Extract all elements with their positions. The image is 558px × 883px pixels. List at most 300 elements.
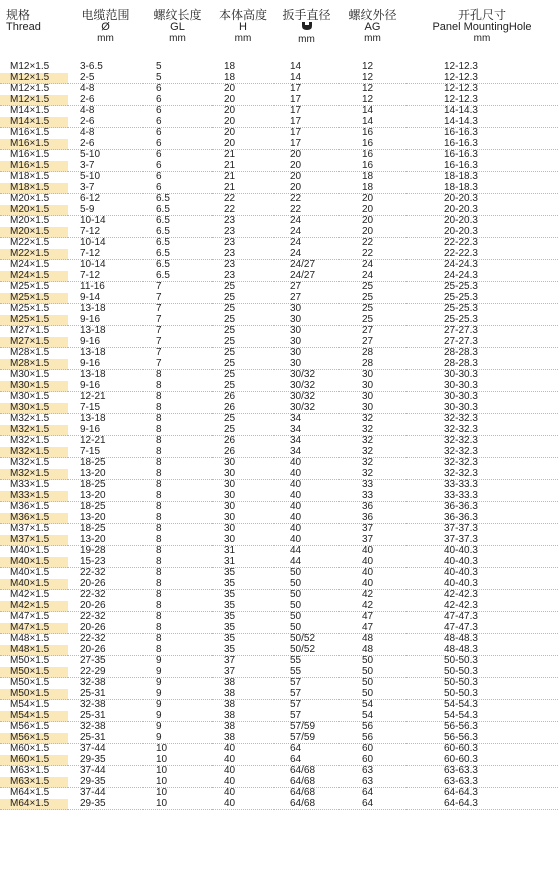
- cell-wrench-diameter: 40: [274, 535, 339, 546]
- header-length-unit: mm: [169, 33, 186, 44]
- cell-thread-length: 9: [143, 689, 212, 700]
- header-outer-en: AG: [364, 21, 381, 33]
- cell-mounting-hole: 40-40.3: [444, 545, 478, 556]
- cell-thread: M30×1.5: [10, 369, 50, 380]
- cell-outer-diameter: 54: [362, 699, 374, 710]
- cell-mounting-hole: 37-37.3: [406, 535, 558, 546]
- cell-thread: M47×1.5: [0, 623, 68, 634]
- cell-mounting-hole: 40-40.3: [406, 557, 558, 568]
- cell-cable-range: 2-6: [68, 117, 143, 128]
- cell-thread-length: 6.5: [156, 237, 170, 248]
- cell-mounting-hole: 25-25.3: [444, 303, 478, 314]
- table-row: [0, 568, 558, 579]
- cell-outer-diameter: 25: [362, 303, 374, 314]
- cell-thread: M12×1.5: [10, 61, 50, 72]
- cell-wrench-diameter: 30: [290, 347, 302, 358]
- cell-thread-length: 10: [156, 787, 168, 798]
- table-header: [0, 0, 558, 62]
- cell-cable-range: 6-12: [80, 193, 101, 204]
- cell-wrench-diameter: 40: [274, 491, 339, 502]
- cell-thread-length: 6.5: [143, 205, 212, 216]
- cell-wrench-diameter: 34: [274, 447, 339, 458]
- header-thread-length: [143, 0, 212, 62]
- table-row: [0, 788, 558, 799]
- table-row: [0, 535, 558, 546]
- cell-cable-range: 19-28: [80, 545, 106, 556]
- cell-mounting-hole: 16-16.3: [406, 161, 558, 172]
- cell-mounting-hole: 30-30.3: [406, 381, 558, 392]
- cell-wrench-diameter: 24: [290, 215, 302, 226]
- cell-outer-diameter: 12: [339, 73, 406, 84]
- cell-thread: M12×1.5: [10, 83, 50, 94]
- cell-wrench-diameter: 40: [290, 501, 302, 512]
- cell-thread: M50×1.5: [10, 655, 50, 666]
- cell-outer-diameter: 56: [362, 721, 374, 732]
- cell-thread-length: 7: [156, 303, 162, 314]
- cell-thread: M25×1.5: [10, 303, 50, 314]
- cell-outer-diameter: 16: [339, 139, 406, 150]
- cell-thread-length: 9: [143, 667, 212, 678]
- cell-thread-length: 8: [156, 457, 162, 468]
- cell-thread: M54×1.5: [10, 699, 50, 710]
- cell-body-height: 38: [224, 721, 236, 732]
- cell-cable-range: 12-21: [80, 391, 106, 402]
- cell-wrench-diameter: 57: [274, 689, 339, 700]
- cell-thread: M25×1.5: [0, 293, 68, 304]
- cell-outer-diameter: 37: [339, 535, 406, 546]
- table-row: [0, 326, 558, 337]
- cell-cable-range: 20-26: [68, 645, 143, 656]
- cell-body-height: 25: [212, 381, 274, 392]
- table-row: [0, 205, 558, 216]
- cell-thread: M60×1.5: [10, 743, 50, 754]
- table-row: [0, 425, 558, 436]
- cell-thread-length: 7: [143, 315, 212, 326]
- cell-body-height: 23: [212, 227, 274, 238]
- cell-body-height: 25: [212, 359, 274, 370]
- cell-thread: M28×1.5: [0, 359, 68, 370]
- cell-mounting-hole: 24-24.3: [444, 259, 478, 270]
- cell-cable-range: 2-6: [68, 139, 143, 150]
- cell-cable-range: 10-14: [80, 259, 106, 270]
- header-mounting-hole: [406, 0, 558, 62]
- cell-cable-range: 2-5: [68, 73, 143, 84]
- cell-mounting-hole: 50-50.3: [444, 677, 478, 688]
- cell-thread: M50×1.5: [10, 677, 50, 688]
- cell-cable-range: 13-20: [68, 469, 143, 480]
- cell-thread-length: 6.5: [143, 271, 212, 282]
- cell-body-height: 22: [224, 193, 236, 204]
- cell-body-height: 20: [224, 105, 236, 116]
- cell-thread-length: 7: [143, 359, 212, 370]
- cell-body-height: 25: [212, 337, 274, 348]
- cell-thread-length: 10: [156, 765, 168, 776]
- cell-cable-range: 9-16: [68, 359, 143, 370]
- cell-mounting-hole: 16-16.3: [444, 127, 478, 138]
- cell-wrench-diameter: 50/52: [274, 645, 339, 656]
- table-row: [0, 304, 558, 315]
- cell-body-height: 25: [224, 325, 236, 336]
- cell-outer-diameter: 12: [339, 95, 406, 106]
- cell-thread: M27×1.5: [0, 337, 68, 348]
- table-row: [0, 403, 558, 414]
- cell-outer-diameter: 63: [362, 765, 374, 776]
- cell-wrench-diameter: 17: [274, 117, 339, 128]
- cell-cable-range: 22-32: [80, 567, 106, 578]
- cell-thread: M32×1.5: [0, 447, 68, 458]
- cell-body-height: 23: [212, 249, 274, 260]
- cell-thread: M30×1.5: [10, 391, 50, 402]
- cell-wrench-diameter: 34: [290, 413, 302, 424]
- cell-thread: M20×1.5: [10, 193, 50, 204]
- cell-body-height: 40: [224, 787, 236, 798]
- cell-thread: M16×1.5: [0, 161, 68, 172]
- cell-thread: M40×1.5: [10, 545, 50, 556]
- table-row: [0, 744, 558, 755]
- table-row: [0, 337, 558, 348]
- cell-thread: M14×1.5: [0, 117, 68, 128]
- cell-thread-length: 8: [156, 545, 162, 556]
- cell-mounting-hole: 48-48.3: [406, 645, 558, 656]
- header-thread: [0, 0, 68, 62]
- cell-thread: M32×1.5: [10, 413, 50, 424]
- cell-outer-diameter: 32: [362, 435, 374, 446]
- cell-wrench-diameter: 50: [290, 611, 302, 622]
- cell-thread: M50×1.5: [0, 667, 68, 678]
- cell-cable-range: 5-10: [80, 171, 101, 182]
- cell-body-height: 25: [224, 347, 236, 358]
- cell-outer-diameter: 33: [339, 491, 406, 502]
- cell-cable-range: 3-7: [68, 161, 143, 172]
- cell-cable-range: 25-31: [68, 711, 143, 722]
- table-row: [0, 95, 558, 106]
- cell-thread-length: 8: [156, 633, 162, 644]
- cell-mounting-hole: 30-30.3: [444, 391, 478, 402]
- table-row: [0, 359, 558, 370]
- cell-cable-range: 7-12: [68, 227, 143, 238]
- cell-mounting-hole: 54-54.3: [406, 711, 558, 722]
- cell-body-height: 21: [212, 161, 274, 172]
- cell-thread-length: 6: [143, 95, 212, 106]
- cell-body-height: 35: [224, 633, 236, 644]
- cell-body-height: 30: [224, 457, 236, 468]
- cell-wrench-diameter: 40: [290, 457, 302, 468]
- cell-outer-diameter: 47: [339, 623, 406, 634]
- cell-body-height: 18: [212, 73, 274, 84]
- cell-thread-length: 8: [143, 513, 212, 524]
- cell-body-height: 30: [212, 469, 274, 480]
- cell-cable-range: 13-18: [80, 413, 106, 424]
- cell-wrench-diameter: 27: [290, 281, 302, 292]
- cell-body-height: 38: [212, 711, 274, 722]
- cell-body-height: 25: [212, 293, 274, 304]
- cell-body-height: 38: [212, 733, 274, 744]
- cell-body-height: 35: [212, 601, 274, 612]
- cell-body-height: 40: [212, 799, 274, 810]
- cell-thread: M16×1.5: [0, 139, 68, 150]
- table-row: [0, 150, 558, 161]
- table-row: [0, 238, 558, 249]
- cell-mounting-hole: 14-14.3: [406, 117, 558, 128]
- cell-outer-diameter: 20: [339, 205, 406, 216]
- cell-wrench-diameter: 22: [274, 205, 339, 216]
- cell-thread-length: 7: [156, 347, 162, 358]
- cell-cable-range: 9-14: [68, 293, 143, 304]
- table-row: [0, 73, 558, 84]
- cell-cable-range: 10-14: [80, 215, 106, 226]
- table-row: [0, 612, 558, 623]
- cell-mounting-hole: 32-32.3: [444, 457, 478, 468]
- table-body: [0, 62, 558, 810]
- cell-mounting-hole: 16-16.3: [406, 139, 558, 150]
- cell-outer-diameter: 30: [339, 381, 406, 392]
- cell-body-height: 26: [224, 391, 236, 402]
- cell-body-height: 38: [224, 699, 236, 710]
- cell-mounting-hole: 60-60.3: [406, 755, 558, 766]
- cell-body-height: 21: [212, 183, 274, 194]
- cell-mounting-hole: 42-42.3: [444, 589, 478, 600]
- cell-thread-length: 6.5: [143, 227, 212, 238]
- header-height-en: H: [239, 21, 247, 33]
- table-row: [0, 645, 558, 656]
- cell-body-height: 25: [224, 413, 236, 424]
- cell-wrench-diameter: 50: [290, 589, 302, 600]
- header-hole-en: Panel MountingHole: [432, 21, 532, 33]
- table-row: [0, 634, 558, 645]
- cell-thread-length: 10: [143, 777, 212, 788]
- cell-mounting-hole: 32-32.3: [406, 425, 558, 436]
- table-row: [0, 161, 558, 172]
- cell-mounting-hole: 27-27.3: [406, 337, 558, 348]
- table-row: [0, 106, 558, 117]
- cell-thread-length: 6: [156, 105, 162, 116]
- cell-thread-length: 8: [143, 579, 212, 590]
- cell-outer-diameter: 22: [362, 237, 374, 248]
- cell-thread-length: 9: [156, 699, 162, 710]
- cell-wrench-diameter: 30: [290, 303, 302, 314]
- cell-outer-diameter: 60: [339, 755, 406, 766]
- cell-cable-range: 20-26: [68, 601, 143, 612]
- cell-wrench-diameter: 55: [274, 667, 339, 678]
- cell-thread: M37×1.5: [0, 535, 68, 546]
- cell-mounting-hole: 54-54.3: [444, 699, 478, 710]
- cell-wrench-diameter: 20: [290, 171, 302, 182]
- cell-outer-diameter: 40: [339, 579, 406, 590]
- table-row: [0, 271, 558, 282]
- cell-mounting-hole: 30-30.3: [444, 369, 478, 380]
- cell-thread: M16×1.5: [10, 149, 50, 160]
- cell-thread-length: 9: [143, 711, 212, 722]
- cell-mounting-hole: 22-22.3: [444, 237, 478, 248]
- cell-cable-range: 13-20: [68, 491, 143, 502]
- cell-mounting-hole: 63-63.3: [406, 777, 558, 788]
- cell-mounting-hole: 40-40.3: [444, 567, 478, 578]
- cell-outer-diameter: 32: [339, 447, 406, 458]
- cell-body-height: 25: [224, 369, 236, 380]
- header-body-height: [212, 0, 274, 62]
- cell-thread: M16×1.5: [10, 127, 50, 138]
- cell-wrench-diameter: 20: [274, 183, 339, 194]
- cell-wrench-diameter: 57/59: [290, 721, 316, 732]
- cell-cable-range: 22-32: [80, 633, 106, 644]
- cell-thread: M18×1.5: [10, 171, 50, 182]
- cell-mounting-hole: 32-32.3: [406, 469, 558, 480]
- cell-outer-diameter: 12: [362, 61, 374, 72]
- cell-thread: M12×1.5: [0, 95, 68, 106]
- cell-mounting-hole: 33-33.3: [406, 491, 558, 502]
- cell-outer-diameter: 60: [362, 743, 374, 754]
- cell-body-height: 18: [224, 61, 236, 72]
- cell-thread-length: 10: [143, 799, 212, 810]
- cell-mounting-hole: 30-30.3: [406, 403, 558, 414]
- cell-body-height: 35: [224, 611, 236, 622]
- cell-cable-range: 9-16: [68, 315, 143, 326]
- cell-thread: M42×1.5: [0, 601, 68, 612]
- cell-outer-diameter: 27: [362, 325, 374, 336]
- cell-outer-diameter: 54: [339, 711, 406, 722]
- cell-thread-length: 8: [156, 523, 162, 534]
- cell-mounting-hole: 28-28.3: [444, 347, 478, 358]
- cell-wrench-diameter: 64/68: [290, 765, 316, 776]
- cell-body-height: 35: [212, 623, 274, 634]
- cell-cable-range: 18-25: [80, 457, 106, 468]
- cell-outer-diameter: 28: [339, 359, 406, 370]
- cell-body-height: 31: [224, 545, 236, 556]
- cell-wrench-diameter: 55: [290, 655, 302, 666]
- cell-wrench-diameter: 17: [274, 95, 339, 106]
- cell-thread-length: 8: [143, 601, 212, 612]
- cell-wrench-diameter: 24: [290, 237, 302, 248]
- cell-body-height: 40: [224, 765, 236, 776]
- cell-mounting-hole: 20-20.3: [444, 193, 478, 204]
- cell-wrench-diameter: 50: [274, 579, 339, 590]
- cell-cable-range: 11-16: [80, 281, 105, 292]
- cell-thread: M22×1.5: [0, 249, 68, 260]
- cell-cable-range: 5-9: [68, 205, 143, 216]
- cell-wrench-diameter: 40: [290, 479, 302, 490]
- cell-cable-range: 7-15: [68, 403, 143, 414]
- cell-mounting-hole: 42-42.3: [406, 601, 558, 612]
- cell-thread: M33×1.5: [10, 479, 50, 490]
- cell-outer-diameter: 24: [362, 259, 374, 270]
- cell-mounting-hole: 12-12.3: [444, 83, 478, 94]
- table-row: [0, 755, 558, 766]
- table-row: [0, 711, 558, 722]
- cell-thread: M40×1.5: [10, 567, 50, 578]
- cell-outer-diameter: 12: [362, 83, 374, 94]
- cell-outer-diameter: 36: [339, 513, 406, 524]
- cell-thread-length: 6: [156, 127, 162, 138]
- cell-thread: M14×1.5: [10, 105, 50, 116]
- diameter-icon: [68, 21, 143, 33]
- cell-thread: M25×1.5: [0, 315, 68, 326]
- cell-body-height: 21: [224, 171, 236, 182]
- cell-outer-diameter: 30: [362, 369, 374, 380]
- cell-outer-diameter: 36: [362, 501, 374, 512]
- cell-body-height: 38: [224, 677, 236, 688]
- cell-cable-range: 37-44: [80, 787, 106, 798]
- header-cable-unit: mm: [97, 33, 114, 44]
- table-row: [0, 414, 558, 425]
- cell-cable-range: 5-10: [80, 149, 101, 160]
- cell-thread-length: 9: [156, 721, 162, 732]
- cell-mounting-hole: 20-20.3: [406, 227, 558, 238]
- cell-wrench-diameter: 24/27: [290, 259, 316, 270]
- cell-thread: M48×1.5: [0, 645, 68, 656]
- cell-cable-range: 2-6: [68, 95, 143, 106]
- cell-wrench-diameter: 64: [290, 743, 302, 754]
- header-thread-en: Thread: [6, 21, 41, 33]
- cell-body-height: 20: [212, 117, 274, 128]
- cell-cable-range: 7-12: [68, 249, 143, 260]
- cell-outer-diameter: 50: [362, 677, 374, 688]
- cell-mounting-hole: 33-33.3: [444, 479, 478, 490]
- table-row: [0, 623, 558, 634]
- cell-mounting-hole: 12-12.3: [406, 95, 558, 106]
- cell-cable-range: 25-31: [68, 689, 143, 700]
- cell-cable-range: 10-14: [80, 237, 106, 248]
- cell-thread: M27×1.5: [10, 325, 50, 336]
- cell-wrench-diameter: 57: [290, 677, 302, 688]
- table-row: [0, 370, 558, 381]
- cell-cable-range: 37-44: [80, 743, 106, 754]
- cell-body-height: 25: [212, 425, 274, 436]
- cell-thread-length: 9: [156, 677, 162, 688]
- cell-thread: M12×1.5: [0, 73, 68, 84]
- cell-body-height: 38: [212, 689, 274, 700]
- cell-outer-diameter: 25: [362, 281, 374, 292]
- cell-thread: M20×1.5: [10, 215, 50, 226]
- cell-cable-range: 22-32: [80, 589, 106, 600]
- cell-mounting-hole: 24-24.3: [406, 271, 558, 282]
- table-row: [0, 194, 558, 205]
- cell-outer-diameter: 32: [339, 425, 406, 436]
- cell-body-height: 35: [212, 645, 274, 656]
- cell-wrench-diameter: 40: [274, 513, 339, 524]
- cell-cable-range: 9-16: [68, 337, 143, 348]
- cell-body-height: 30: [212, 535, 274, 546]
- cell-outer-diameter: 32: [362, 457, 374, 468]
- table-row: [0, 557, 558, 568]
- cell-outer-diameter: 50: [339, 667, 406, 678]
- cell-thread-length: 6: [143, 161, 212, 172]
- cell-mounting-hole: 56-56.3: [406, 733, 558, 744]
- cell-outer-diameter: 14: [339, 117, 406, 128]
- cell-wrench-diameter: 34: [274, 425, 339, 436]
- cell-thread-length: 6: [143, 183, 212, 194]
- cell-thread-length: 8: [143, 381, 212, 392]
- table-row: [0, 183, 558, 194]
- table-row: [0, 502, 558, 513]
- cell-thread: M63×1.5: [10, 765, 50, 776]
- cell-wrench-diameter: 50: [274, 623, 339, 634]
- cell-wrench-diameter: 50: [274, 601, 339, 612]
- cell-mounting-hole: 25-25.3: [444, 281, 478, 292]
- wrench-icon: [301, 21, 313, 31]
- cell-cable-range: 7-12: [68, 271, 143, 282]
- table-row: [0, 513, 558, 524]
- cell-wrench-diameter: 17: [274, 139, 339, 150]
- cell-body-height: 25: [224, 303, 236, 314]
- cell-body-height: 35: [224, 589, 236, 600]
- cell-mounting-hole: 47-47.3: [444, 611, 478, 622]
- cell-mounting-hole: 20-20.3: [444, 215, 478, 226]
- table-row: [0, 689, 558, 700]
- table-row: [0, 172, 558, 183]
- cell-wrench-diameter: 17: [290, 105, 302, 116]
- cell-body-height: 23: [224, 259, 236, 270]
- table-row: [0, 469, 558, 480]
